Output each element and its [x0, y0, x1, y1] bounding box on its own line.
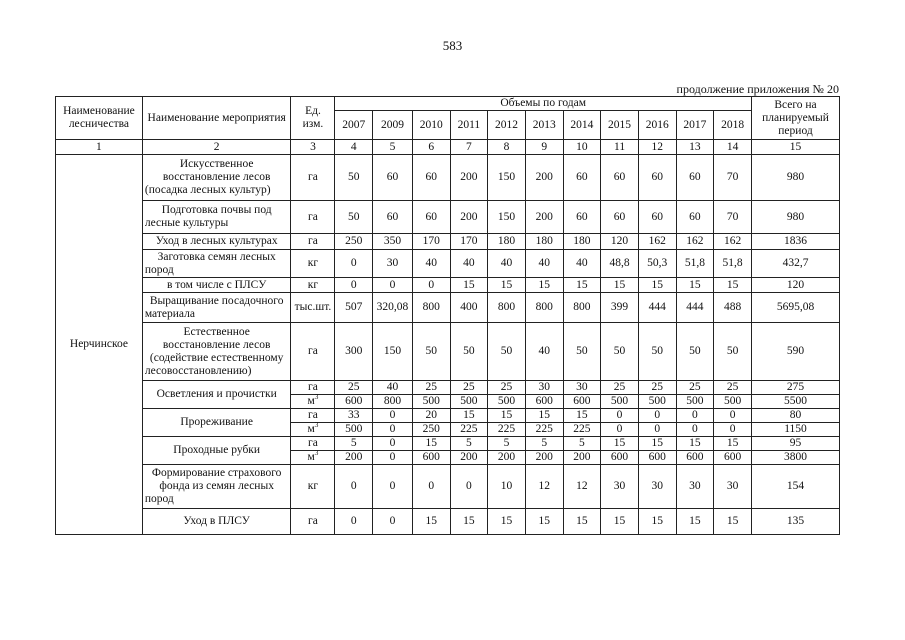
value-cell: 15 [450, 409, 488, 423]
total-cell: 980 [752, 201, 840, 234]
value-cell: 40 [563, 250, 601, 278]
value-cell: 320,08 [373, 293, 413, 323]
value-cell: 200 [525, 155, 563, 201]
value-cell: 25 [412, 381, 450, 395]
unit-cell [291, 250, 335, 278]
value-cell: 0 [601, 423, 639, 437]
activity-name: Выращивание посадочного материала [142, 293, 291, 323]
value-cell: 500 [488, 395, 526, 409]
value-cell: 15 [450, 278, 488, 293]
year-header: 2017 [676, 111, 714, 140]
unit-text: га [308, 409, 318, 421]
unit-cell [291, 323, 335, 381]
value-cell: 0 [373, 278, 413, 293]
value-cell: 25 [488, 381, 526, 395]
header-forestry: Наименование лесничества [56, 97, 143, 140]
value-cell: 200 [450, 451, 488, 465]
total-cell: 95 [752, 437, 840, 451]
value-cell: 15 [676, 278, 714, 293]
table-row [56, 293, 840, 323]
value-cell: 250 [335, 234, 373, 250]
value-cell: 120 [601, 234, 639, 250]
value-cell: 225 [488, 423, 526, 437]
value-cell: 60 [412, 201, 450, 234]
value-cell: 180 [563, 234, 601, 250]
value-cell: 0 [412, 465, 450, 509]
value-cell: 5 [525, 437, 563, 451]
value-cell: 0 [335, 250, 373, 278]
value-cell: 0 [714, 409, 752, 423]
value-cell: 50 [335, 155, 373, 201]
unit-superscript: 3 [314, 421, 319, 430]
value-cell: 15 [450, 509, 488, 535]
total-cell: 1836 [752, 234, 840, 250]
value-cell: 600 [335, 395, 373, 409]
value-cell: 0 [676, 409, 714, 423]
column-number: 1 [56, 140, 143, 155]
unit-text: га [308, 515, 318, 527]
column-number: 2 [142, 140, 291, 155]
value-cell: 162 [638, 234, 676, 250]
total-cell: 120 [752, 278, 840, 293]
table-row [56, 465, 840, 509]
value-cell: 25 [638, 381, 676, 395]
value-cell: 15 [638, 509, 676, 535]
value-cell: 50 [714, 323, 752, 381]
value-cell: 15 [601, 509, 639, 535]
value-cell: 60 [412, 155, 450, 201]
value-cell: 70 [714, 155, 752, 201]
year-header: 2007 [335, 111, 373, 140]
unit-text: м [307, 395, 315, 407]
column-number: 13 [676, 140, 714, 155]
table-row [56, 509, 840, 535]
value-cell: 444 [638, 293, 676, 323]
value-cell: 60 [601, 155, 639, 201]
value-cell: 5 [335, 437, 373, 451]
value-cell: 0 [450, 465, 488, 509]
value-cell: 5 [488, 437, 526, 451]
value-cell: 50 [450, 323, 488, 381]
table-row [56, 278, 840, 293]
value-cell: 25 [714, 381, 752, 395]
value-cell: 15 [714, 278, 752, 293]
total-cell: 5500 [752, 395, 840, 409]
value-cell: 200 [335, 451, 373, 465]
value-cell: 600 [525, 395, 563, 409]
activity-name: Заготовка семян лесных пород [142, 250, 291, 278]
value-cell: 225 [525, 423, 563, 437]
value-cell: 40 [488, 250, 526, 278]
activity-name: Формирование страхового фонда из семян лесных пород [142, 465, 291, 509]
unit-text: кг [307, 257, 319, 269]
page-number: 583 [442, 38, 463, 53]
value-cell: 15 [412, 509, 450, 535]
unit-text: га [308, 437, 318, 449]
value-cell: 50 [676, 323, 714, 381]
value-cell: 33 [335, 409, 373, 423]
value-cell: 50 [488, 323, 526, 381]
value-cell: 30 [676, 465, 714, 509]
value-cell: 60 [563, 155, 601, 201]
unit-text: кг [307, 278, 319, 291]
value-cell: 600 [638, 451, 676, 465]
value-cell: 444 [676, 293, 714, 323]
year-header: 2012 [488, 111, 526, 140]
value-cell: 15 [563, 278, 601, 293]
value-cell: 500 [450, 395, 488, 409]
header-unit: Ед. изм. [291, 97, 335, 140]
unit-text: га [308, 171, 318, 183]
value-cell: 15 [488, 278, 526, 293]
value-cell: 0 [412, 278, 450, 293]
value-cell: 180 [488, 234, 526, 250]
value-cell: 500 [601, 395, 639, 409]
unit-superscript: 3 [314, 449, 319, 458]
value-cell: 0 [373, 465, 413, 509]
unit-text: га [308, 345, 318, 357]
value-cell: 15 [638, 437, 676, 451]
unit-text: га [308, 381, 318, 393]
value-cell: 20 [412, 409, 450, 423]
value-cell: 225 [450, 423, 488, 437]
value-cell: 30 [563, 381, 601, 395]
table-row [56, 250, 840, 278]
column-number: 15 [752, 140, 840, 155]
value-cell: 40 [450, 250, 488, 278]
value-cell: 500 [412, 395, 450, 409]
value-cell: 300 [335, 323, 373, 381]
value-cell: 25 [450, 381, 488, 395]
value-cell: 200 [563, 451, 601, 465]
unit-text: кг [307, 480, 319, 492]
unit-cell [291, 293, 335, 323]
value-cell: 150 [488, 201, 526, 234]
total-cell: 5695,08 [752, 293, 840, 323]
column-number: 14 [714, 140, 752, 155]
value-cell: 25 [601, 381, 639, 395]
unit-cell [291, 465, 335, 509]
total-cell: 3800 [752, 451, 840, 465]
value-cell: 60 [638, 155, 676, 201]
value-cell: 0 [638, 423, 676, 437]
total-cell: 275 [752, 381, 840, 395]
value-cell: 600 [714, 451, 752, 465]
value-cell: 800 [525, 293, 563, 323]
value-cell: 600 [601, 451, 639, 465]
table-body [56, 155, 840, 535]
value-cell: 0 [373, 451, 413, 465]
value-cell: 500 [335, 423, 373, 437]
unit-cell [291, 155, 335, 201]
year-header: 2010 [412, 111, 450, 140]
unit-cell [291, 437, 335, 451]
column-number: 10 [563, 140, 601, 155]
value-cell: 0 [373, 437, 413, 451]
activity-name: Искусственное восстановление лесов (посадка лесных культур) [142, 155, 291, 201]
unit-cell [291, 201, 335, 234]
value-cell: 12 [563, 465, 601, 509]
value-cell: 500 [638, 395, 676, 409]
value-cell: 15 [412, 437, 450, 451]
value-cell: 200 [450, 201, 488, 234]
value-cell: 0 [373, 509, 413, 535]
table-row [56, 409, 840, 423]
value-cell: 225 [563, 423, 601, 437]
value-cell: 600 [412, 451, 450, 465]
value-cell: 10 [488, 465, 526, 509]
unit-cell [291, 395, 335, 409]
value-cell: 800 [373, 395, 413, 409]
column-number: 5 [373, 140, 413, 155]
value-cell: 15 [714, 437, 752, 451]
value-cell: 400 [450, 293, 488, 323]
column-number: 8 [488, 140, 526, 155]
value-cell: 0 [335, 278, 373, 293]
value-cell: 15 [488, 409, 526, 423]
total-cell: 80 [752, 409, 840, 423]
column-number: 9 [525, 140, 563, 155]
unit-cell [291, 423, 335, 437]
column-number: 11 [601, 140, 639, 155]
value-cell: 50 [563, 323, 601, 381]
value-cell: 15 [525, 409, 563, 423]
activity-name: Уход в лесных культурах [142, 234, 291, 250]
unit-text: м [307, 451, 315, 463]
total-cell: 135 [752, 509, 840, 535]
value-cell: 50 [412, 323, 450, 381]
value-cell: 250 [412, 423, 450, 437]
table-row [56, 201, 840, 234]
year-header: 2015 [601, 111, 639, 140]
value-cell: 162 [676, 234, 714, 250]
value-cell: 800 [563, 293, 601, 323]
value-cell: 5 [450, 437, 488, 451]
value-cell: 15 [525, 509, 563, 535]
header-activity: Наименование мероприятия [142, 97, 291, 140]
value-cell: 60 [676, 155, 714, 201]
year-header: 2011 [450, 111, 488, 140]
header-volumes: Объемы по годам [335, 97, 752, 111]
year-header: 2014 [563, 111, 601, 140]
year-header: 2018 [714, 111, 752, 140]
value-cell: 60 [601, 201, 639, 234]
value-cell: 48,8 [601, 250, 639, 278]
activity-name: в том числе с ПЛСУ [142, 278, 291, 293]
value-cell: 170 [450, 234, 488, 250]
appendix-note: продолжение приложения № 20 [676, 82, 839, 96]
value-cell: 500 [676, 395, 714, 409]
unit-cell [291, 278, 335, 293]
total-cell: 154 [752, 465, 840, 509]
value-cell: 30 [601, 465, 639, 509]
activity-name: Уход в ПЛСУ [142, 509, 291, 535]
value-cell: 507 [335, 293, 373, 323]
value-cell: 50 [638, 323, 676, 381]
value-cell: 70 [714, 201, 752, 234]
value-cell: 50 [601, 323, 639, 381]
value-cell: 800 [412, 293, 450, 323]
value-cell: 5 [563, 437, 601, 451]
value-cell: 200 [525, 451, 563, 465]
value-cell: 15 [525, 278, 563, 293]
value-cell: 15 [563, 509, 601, 535]
value-cell: 500 [714, 395, 752, 409]
value-cell: 15 [601, 437, 639, 451]
value-cell: 30 [714, 465, 752, 509]
value-cell: 12 [525, 465, 563, 509]
value-cell: 488 [714, 293, 752, 323]
value-cell: 200 [525, 201, 563, 234]
column-number: 7 [450, 140, 488, 155]
activity-name: Подготовка почвы под лесные культуры [142, 201, 291, 234]
value-cell: 51,8 [676, 250, 714, 278]
value-cell: 0 [373, 423, 413, 437]
table-row [56, 381, 840, 395]
header-total: Всего на планируемый период [752, 97, 840, 140]
unit-text: тыс.шт. [294, 301, 332, 313]
value-cell: 25 [335, 381, 373, 395]
value-cell: 200 [488, 451, 526, 465]
column-number: 6 [412, 140, 450, 155]
value-cell: 40 [412, 250, 450, 278]
value-cell: 51,8 [714, 250, 752, 278]
value-cell: 0 [638, 409, 676, 423]
forestry-name: Нерчинское [56, 155, 143, 535]
activity-name: Осветления и прочистки [142, 381, 291, 409]
value-cell: 15 [601, 278, 639, 293]
table-row [56, 155, 840, 201]
value-cell: 50,3 [638, 250, 676, 278]
unit-text: га [308, 210, 318, 223]
value-cell: 0 [335, 465, 373, 509]
value-cell: 162 [714, 234, 752, 250]
total-cell: 590 [752, 323, 840, 381]
year-header: 2009 [373, 111, 413, 140]
value-cell: 60 [676, 201, 714, 234]
value-cell: 50 [335, 201, 373, 234]
value-cell: 15 [676, 509, 714, 535]
unit-cell [291, 451, 335, 465]
value-cell: 600 [563, 395, 601, 409]
value-cell: 800 [488, 293, 526, 323]
unit-cell [291, 409, 335, 423]
activity-name: Проходные рубки [142, 437, 291, 465]
total-cell: 432,7 [752, 250, 840, 278]
value-cell: 0 [373, 409, 413, 423]
value-cell: 30 [373, 250, 413, 278]
column-number: 12 [638, 140, 676, 155]
value-cell: 399 [601, 293, 639, 323]
value-cell: 15 [638, 278, 676, 293]
table-row [56, 323, 840, 381]
activity-name: Естественное восстановление лесов (содействие естественному лесовосстановлению) [142, 323, 291, 381]
value-cell: 40 [373, 381, 413, 395]
column-number: 3 [291, 140, 335, 155]
value-cell: 350 [373, 234, 413, 250]
activity-name: Прореживание [142, 409, 291, 437]
value-cell: 150 [373, 323, 413, 381]
year-header: 2013 [525, 111, 563, 140]
value-cell: 200 [450, 155, 488, 201]
value-cell: 15 [488, 509, 526, 535]
unit-text: га [308, 235, 318, 247]
value-cell: 40 [525, 250, 563, 278]
unit-superscript: 3 [314, 393, 319, 402]
year-header: 2016 [638, 111, 676, 140]
value-cell: 60 [373, 155, 413, 201]
table-row [56, 234, 840, 250]
value-cell: 15 [563, 409, 601, 423]
table-row [56, 437, 840, 451]
value-cell: 0 [714, 423, 752, 437]
value-cell: 60 [373, 201, 413, 234]
value-cell: 170 [412, 234, 450, 250]
value-cell: 40 [525, 323, 563, 381]
value-cell: 0 [676, 423, 714, 437]
value-cell: 180 [525, 234, 563, 250]
value-cell: 600 [676, 451, 714, 465]
value-cell: 15 [714, 509, 752, 535]
value-cell: 0 [335, 509, 373, 535]
value-cell: 60 [638, 201, 676, 234]
unit-cell [291, 509, 335, 535]
unit-cell [291, 234, 335, 250]
forestry-activities-table [55, 96, 840, 535]
value-cell: 0 [601, 409, 639, 423]
column-number-row [56, 140, 840, 155]
total-cell: 980 [752, 155, 840, 201]
value-cell: 60 [563, 201, 601, 234]
value-cell: 150 [488, 155, 526, 201]
value-cell: 25 [676, 381, 714, 395]
value-cell: 30 [525, 381, 563, 395]
value-cell: 30 [638, 465, 676, 509]
column-number: 4 [335, 140, 373, 155]
value-cell: 15 [676, 437, 714, 451]
table-header [56, 97, 840, 155]
total-cell: 1150 [752, 423, 840, 437]
unit-text: м [307, 423, 315, 435]
unit-cell [291, 381, 335, 395]
